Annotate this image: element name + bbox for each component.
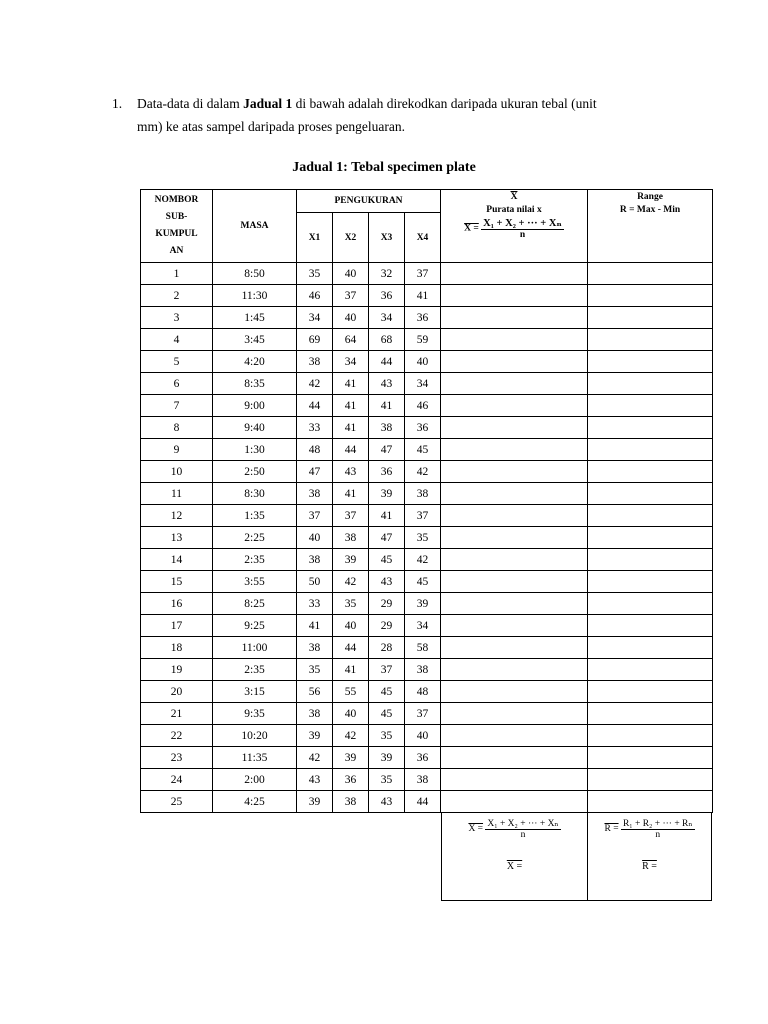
cell-x2: 55	[333, 681, 369, 703]
table-row	[141, 659, 713, 681]
cell-xbar-blank	[441, 571, 588, 593]
cell-x3: 47	[369, 527, 405, 549]
cell-xbar-blank	[441, 417, 588, 439]
header-xbar-symbol: $\overline{X}$	[510, 192, 518, 202]
cell-xbar-blank	[441, 351, 588, 373]
cell-range-blank	[588, 527, 713, 549]
cell-range-blank	[588, 351, 713, 373]
cell-masa: 11:00	[213, 637, 297, 659]
cell-xbar-blank	[441, 747, 588, 769]
summary-xbarbar	[441, 812, 588, 901]
cell-range-blank	[588, 571, 713, 593]
cell-x2: 38	[333, 791, 369, 813]
table-row	[141, 395, 713, 417]
cell-x2: 64	[333, 329, 369, 351]
cell-x1: 42	[297, 747, 333, 769]
table-row	[141, 417, 713, 439]
cell-no: 1	[141, 263, 213, 285]
cell-no: 8	[141, 417, 213, 439]
cell-x1: 38	[297, 637, 333, 659]
table-row	[141, 637, 713, 659]
cell-x4: 39	[405, 593, 441, 615]
cell-x1: 39	[297, 725, 333, 747]
summary-rbar-result-text: R =	[642, 861, 657, 872]
summary-xbarbar-denominator: n	[520, 830, 526, 840]
cell-masa: 8:50	[213, 263, 297, 285]
cell-xbar-blank	[441, 373, 588, 395]
cell-no: 5	[141, 351, 213, 373]
cell-x2: 41	[333, 659, 369, 681]
header-x3: X3	[369, 213, 405, 263]
cell-x1: 38	[297, 703, 333, 725]
cell-xbar-blank	[441, 703, 588, 725]
cell-masa: 8:25	[213, 593, 297, 615]
summary-xbarbar-result	[442, 861, 587, 872]
cell-masa: 2:50	[213, 461, 297, 483]
cell-x4: 38	[405, 483, 441, 505]
cell-no: 20	[141, 681, 213, 703]
cell-x4: 45	[405, 439, 441, 461]
cell-xbar-blank	[441, 769, 588, 791]
cell-no: 23	[141, 747, 213, 769]
table-row	[141, 769, 713, 791]
cell-x1: 39	[297, 791, 333, 813]
cell-range-blank	[588, 263, 713, 285]
cell-masa: 2:35	[213, 659, 297, 681]
cell-xbar-blank	[441, 395, 588, 417]
table-row	[141, 549, 713, 571]
cell-x2: 37	[333, 285, 369, 307]
cell-no: 4	[141, 329, 213, 351]
cell-masa: 1:30	[213, 439, 297, 461]
cell-range-blank	[588, 659, 713, 681]
summary-rbar-denominator: n	[655, 830, 661, 840]
cell-x2: 43	[333, 461, 369, 483]
cell-masa: 9:00	[213, 395, 297, 417]
cell-no: 22	[141, 725, 213, 747]
header-x1: X1	[297, 213, 333, 263]
cell-masa: 9:25	[213, 615, 297, 637]
cell-x4: 34	[405, 615, 441, 637]
question-text	[137, 92, 677, 138]
cell-range-blank	[588, 329, 713, 351]
cell-x3: 28	[369, 637, 405, 659]
cell-xbar-blank	[441, 439, 588, 461]
cell-x1: 34	[297, 307, 333, 329]
question-number: 1.	[112, 96, 123, 111]
cell-xbar-blank	[441, 549, 588, 571]
cell-x3: 47	[369, 439, 405, 461]
cell-x4: 44	[405, 791, 441, 813]
cell-x1: 33	[297, 593, 333, 615]
table-row	[141, 263, 713, 285]
cell-x2: 41	[333, 373, 369, 395]
cell-no: 12	[141, 505, 213, 527]
table-row	[141, 439, 713, 461]
cell-no: 15	[141, 571, 213, 593]
cell-x3: 37	[369, 659, 405, 681]
cell-no: 9	[141, 439, 213, 461]
header-masa: MASA	[213, 190, 297, 263]
table-row	[141, 461, 713, 483]
cell-masa: 10:20	[213, 725, 297, 747]
summary-rbar-formula	[588, 818, 711, 840]
cell-x3: 29	[369, 593, 405, 615]
table-row	[141, 725, 713, 747]
table-row	[141, 527, 713, 549]
cell-range-blank	[588, 725, 713, 747]
cell-x1: 69	[297, 329, 333, 351]
question-line1-bold: Jadual 1	[243, 96, 293, 111]
header-xbar-lhs: X =	[464, 223, 479, 234]
table-row	[141, 505, 713, 527]
cell-no: 19	[141, 659, 213, 681]
data-table	[140, 189, 713, 813]
cell-x3: 34	[369, 307, 405, 329]
cell-x3: 43	[369, 571, 405, 593]
header-x4: X4	[405, 213, 441, 263]
cell-x1: 38	[297, 351, 333, 373]
cell-xbar-blank	[441, 681, 588, 703]
table-row	[141, 791, 713, 813]
summary-rbar-numerator: R₁ + R₂ + ··· + Rₙ	[622, 819, 693, 829]
cell-masa: 3:45	[213, 329, 297, 351]
cell-masa: 2:00	[213, 769, 297, 791]
cell-x4: 40	[405, 725, 441, 747]
cell-x2: 41	[333, 417, 369, 439]
cell-x1: 38	[297, 549, 333, 571]
cell-xbar-blank	[441, 659, 588, 681]
cell-xbar-blank	[441, 527, 588, 549]
cell-no: 13	[141, 527, 213, 549]
cell-x4: 36	[405, 417, 441, 439]
cell-x1: 35	[297, 659, 333, 681]
header-pengukuran: PENGUKURAN	[297, 190, 441, 213]
cell-x3: 68	[369, 329, 405, 351]
cell-xbar-blank	[441, 505, 588, 527]
cell-x2: 39	[333, 549, 369, 571]
header-xbar-formula	[441, 217, 587, 240]
table-row	[141, 329, 713, 351]
cell-xbar-blank	[441, 263, 588, 285]
cell-x3: 35	[369, 725, 405, 747]
header-xbar-numerator: X₁ + X₂ + ··· + Xₙ	[483, 218, 562, 229]
cell-x3: 45	[369, 681, 405, 703]
cell-x1: 47	[297, 461, 333, 483]
cell-x3: 45	[369, 549, 405, 571]
cell-range-blank	[588, 373, 713, 395]
cell-masa: 3:55	[213, 571, 297, 593]
cell-range-blank	[588, 285, 713, 307]
cell-masa: 2:35	[213, 549, 297, 571]
cell-range-blank	[588, 747, 713, 769]
cell-x4: 42	[405, 461, 441, 483]
cell-x2: 38	[333, 527, 369, 549]
summary-xbarbar-fraction	[485, 818, 560, 840]
cell-x3: 43	[369, 791, 405, 813]
cell-x1: 56	[297, 681, 333, 703]
cell-no: 14	[141, 549, 213, 571]
question-line1-post: di bawah adalah direkodkan daripada ukuran tebal (unit	[292, 96, 597, 111]
header-nombor-2: SUB-	[165, 212, 188, 222]
cell-x3: 39	[369, 747, 405, 769]
header-range-formula: R = Max - Min	[619, 205, 681, 215]
cell-range-blank	[588, 769, 713, 791]
cell-range-blank	[588, 549, 713, 571]
cell-x4: 58	[405, 637, 441, 659]
cell-x2: 41	[333, 483, 369, 505]
cell-masa: 1:45	[213, 307, 297, 329]
cell-x3: 41	[369, 395, 405, 417]
cell-no: 17	[141, 615, 213, 637]
cell-x2: 41	[333, 395, 369, 417]
cell-masa: 9:40	[213, 417, 297, 439]
cell-x2: 42	[333, 725, 369, 747]
cell-x1: 48	[297, 439, 333, 461]
table-row	[141, 615, 713, 637]
summary-xbarbar-result-text: X =	[506, 861, 523, 872]
cell-range-blank	[588, 395, 713, 417]
header-range	[588, 190, 713, 263]
cell-xbar-blank	[441, 725, 588, 747]
cell-x4: 36	[405, 307, 441, 329]
cell-masa: 4:25	[213, 791, 297, 813]
cell-no: 6	[141, 373, 213, 395]
cell-masa: 3:15	[213, 681, 297, 703]
cell-no: 3	[141, 307, 213, 329]
cell-range-blank	[588, 439, 713, 461]
cell-x1: 33	[297, 417, 333, 439]
cell-x3: 29	[369, 615, 405, 637]
header-nombor	[141, 190, 213, 263]
cell-no: 18	[141, 637, 213, 659]
cell-x3: 36	[369, 285, 405, 307]
cell-no: 25	[141, 791, 213, 813]
cell-x4: 41	[405, 285, 441, 307]
cell-xbar-blank	[441, 285, 588, 307]
cell-x2: 35	[333, 593, 369, 615]
cell-xbar-blank	[441, 461, 588, 483]
header-nombor-1: NOMBOR	[154, 195, 199, 205]
table-row	[141, 285, 713, 307]
cell-xbar-blank	[441, 593, 588, 615]
cell-masa: 8:35	[213, 373, 297, 395]
cell-x2: 34	[333, 351, 369, 373]
summary-rbar-lhs: R =	[604, 824, 619, 835]
cell-masa: 9:35	[213, 703, 297, 725]
cell-range-blank	[588, 615, 713, 637]
summary-xbarbar-formula	[442, 818, 587, 840]
cell-xbar-blank	[441, 483, 588, 505]
cell-x3: 45	[369, 703, 405, 725]
cell-range-blank	[588, 703, 713, 725]
cell-masa: 1:35	[213, 505, 297, 527]
cell-x4: 59	[405, 329, 441, 351]
cell-x3: 38	[369, 417, 405, 439]
cell-masa: 2:25	[213, 527, 297, 549]
cell-x4: 45	[405, 571, 441, 593]
cell-range-blank	[588, 681, 713, 703]
header-x2: X2	[333, 213, 369, 263]
cell-x2: 40	[333, 307, 369, 329]
cell-x2: 42	[333, 571, 369, 593]
cell-xbar-blank	[441, 791, 588, 813]
cell-x2: 36	[333, 769, 369, 791]
cell-x3: 36	[369, 461, 405, 483]
cell-range-blank	[588, 307, 713, 329]
cell-x2: 39	[333, 747, 369, 769]
cell-x4: 36	[405, 747, 441, 769]
cell-masa: 11:35	[213, 747, 297, 769]
cell-x1: 42	[297, 373, 333, 395]
table-row	[141, 483, 713, 505]
cell-no: 2	[141, 285, 213, 307]
cell-x1: 41	[297, 615, 333, 637]
table-row	[141, 571, 713, 593]
table-title: Jadual 1: Tebal specimen plate	[292, 160, 476, 175]
cell-range-blank	[588, 791, 713, 813]
cell-no: 16	[141, 593, 213, 615]
cell-x4: 37	[405, 263, 441, 285]
cell-x1: 38	[297, 483, 333, 505]
cell-no: 21	[141, 703, 213, 725]
cell-no: 10	[141, 461, 213, 483]
table-row	[141, 307, 713, 329]
cell-x4: 46	[405, 395, 441, 417]
summary-xbarbar-lhs: X =	[468, 824, 484, 835]
cell-x3: 44	[369, 351, 405, 373]
header-nombor-3: KUMPUL	[155, 229, 198, 239]
cell-xbar-blank	[441, 615, 588, 637]
cell-no: 24	[141, 769, 213, 791]
table-row	[141, 593, 713, 615]
cell-x3: 39	[369, 483, 405, 505]
header-xbar	[441, 190, 588, 263]
cell-x3: 43	[369, 373, 405, 395]
cell-x2: 37	[333, 505, 369, 527]
header-xbar-denominator: n	[519, 230, 526, 240]
cell-x2: 44	[333, 439, 369, 461]
cell-no: 11	[141, 483, 213, 505]
cell-x4: 35	[405, 527, 441, 549]
cell-x2: 40	[333, 615, 369, 637]
cell-x3: 41	[369, 505, 405, 527]
cell-x1: 44	[297, 395, 333, 417]
summary-xbarbar-numerator: X₁ + X₂ + ··· + Xₙ	[487, 819, 559, 829]
summary-rbar-fraction	[621, 818, 695, 840]
cell-x4: 38	[405, 659, 441, 681]
cell-range-blank	[588, 505, 713, 527]
cell-masa: 4:20	[213, 351, 297, 373]
header-nombor-4: AN	[169, 246, 184, 256]
cell-x4: 38	[405, 769, 441, 791]
cell-no: 7	[141, 395, 213, 417]
summary-rbar	[587, 812, 712, 901]
cell-range-blank	[588, 417, 713, 439]
cell-x1: 40	[297, 527, 333, 549]
table-row	[141, 747, 713, 769]
question-line1-pre: Data-data di dalam	[137, 96, 244, 111]
cell-x3: 35	[369, 769, 405, 791]
cell-x1: 46	[297, 285, 333, 307]
cell-x4: 37	[405, 505, 441, 527]
cell-masa: 8:30	[213, 483, 297, 505]
cell-x4: 40	[405, 351, 441, 373]
cell-xbar-blank	[441, 307, 588, 329]
question-line2: mm) ke atas sampel daripada proses pengeluaran.	[137, 119, 406, 134]
header-xbar-label: Purata nilai x	[486, 205, 542, 215]
cell-x2: 40	[333, 703, 369, 725]
table-row	[141, 681, 713, 703]
cell-x2: 44	[333, 637, 369, 659]
cell-masa: 11:30	[213, 285, 297, 307]
cell-x2: 40	[333, 263, 369, 285]
header-range-label: Range	[637, 192, 663, 202]
header-xbar-fraction	[481, 217, 564, 240]
summary-rbar-result	[588, 861, 711, 872]
cell-x4: 34	[405, 373, 441, 395]
cell-x1: 43	[297, 769, 333, 791]
cell-x1: 37	[297, 505, 333, 527]
cell-x4: 42	[405, 549, 441, 571]
cell-x4: 37	[405, 703, 441, 725]
cell-range-blank	[588, 461, 713, 483]
cell-x1: 35	[297, 263, 333, 285]
cell-range-blank	[588, 483, 713, 505]
cell-range-blank	[588, 637, 713, 659]
table-body	[141, 263, 713, 813]
table-row	[141, 351, 713, 373]
cell-x4: 48	[405, 681, 441, 703]
cell-x1: 50	[297, 571, 333, 593]
cell-xbar-blank	[441, 329, 588, 351]
table-row	[141, 703, 713, 725]
cell-range-blank	[588, 593, 713, 615]
cell-x3: 32	[369, 263, 405, 285]
table-row	[141, 373, 713, 395]
cell-xbar-blank	[441, 637, 588, 659]
